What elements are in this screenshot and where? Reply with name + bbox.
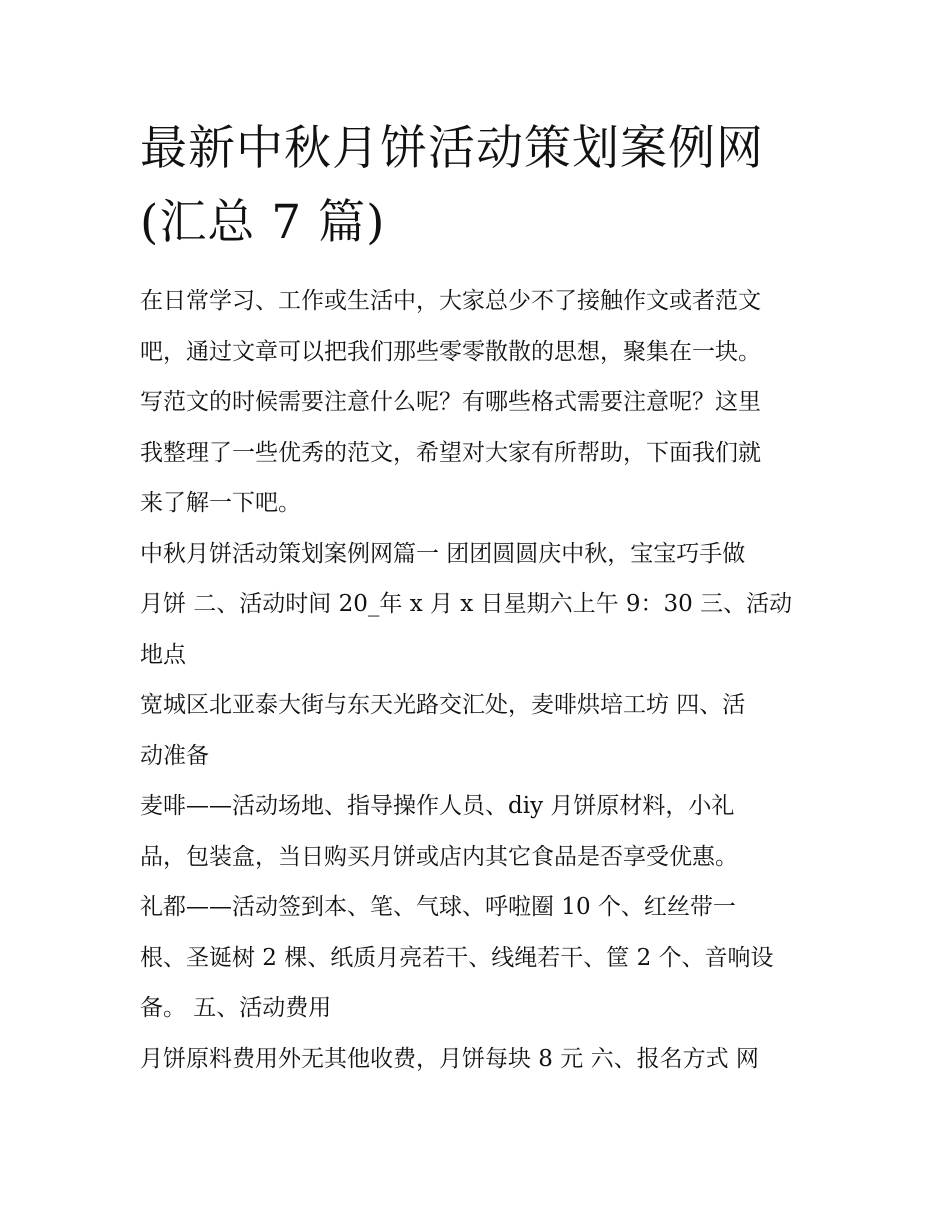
body-line-13: 礼都——活动签到本、笔、气球、呼啦圈 10 个、红丝带一 — [140, 894, 736, 920]
body-line-9: 宽城区北亚泰大街与东天光路交汇处，麦啡烘培工坊 四、活 — [140, 692, 746, 718]
body-line-15: 备。 五、活动费用 — [140, 995, 332, 1021]
body-line-10: 动准备 — [140, 742, 209, 769]
body-line-11: 麦啡——活动场地、指导操作人员、diy 月饼原材料，小礼 — [140, 793, 735, 819]
body-line-7: 月饼 二、活动时间 20_年 x 月 x 日星期六上午 9：30 三、活动 — [140, 591, 793, 617]
body-line-1: 在日常学习、工作或生活中，大家总少不了接触作文或者范文 — [140, 288, 761, 314]
body-line-5: 来了解一下吧。 — [140, 490, 301, 516]
body-line-6: 中秋月饼活动策划案例网篇一 团团圆圆庆中秋，宝宝巧手做 — [140, 540, 746, 567]
body-line-14: 根、圣诞树 2 棵、纸质月亮若干、线绳若干、筐 2 个、音响设 — [140, 944, 774, 971]
body-line-8: 地点 — [140, 641, 186, 668]
title-line-2: (汇总 7 篇) — [140, 195, 386, 250]
body-line-4: 我整理了一些优秀的范文，希望对大家有所帮助，下面我们就 — [140, 439, 761, 466]
body-line-12: 品，包装盒，当日购买月饼或店内其它食品是否享受优惠。 — [140, 843, 738, 870]
body-line-3: 写范文的时候需要注意什么呢？有哪些格式需要注意呢？这里 — [140, 389, 761, 415]
document-body — [140, 276, 830, 1084]
title-line-1: 最新中秋月饼活动策划案例网 — [140, 121, 764, 176]
document-title — [140, 112, 840, 260]
body-line-2: 吧，通过文章可以把我们那些零零散散的思想，聚集在一块。 — [140, 338, 761, 365]
body-line-16: 月饼原料费用外无其他收费，月饼每块 8 元 六、报名方式 网 — [140, 1045, 759, 1072]
